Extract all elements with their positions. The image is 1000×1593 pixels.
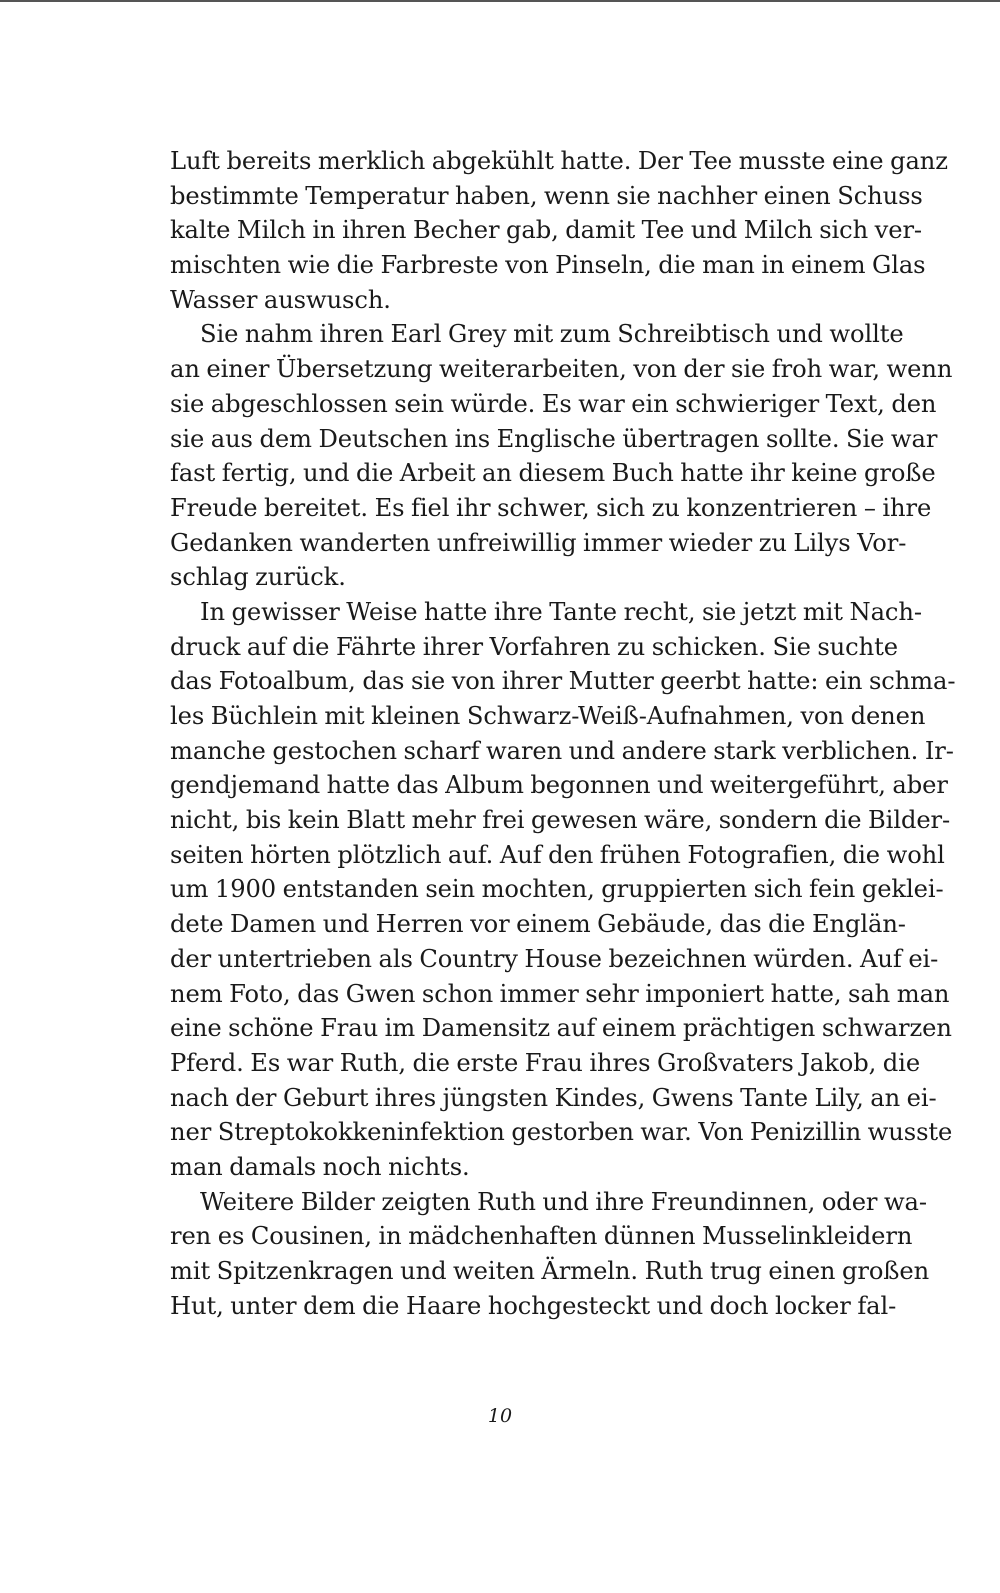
paragraph [170,1185,930,1324]
text-line: fast fertig, und die Arbeit an diesem Buch hatte ihr keine große [170,459,936,488]
top-rule [0,0,1000,2]
text-line: ren es Cousinen, in mädchenhaften dünnen Musselinkleidern [170,1222,913,1251]
text-line: um 1900 entstanden sein mochten, gruppierten sich fein geklei- [170,875,944,904]
text-line: sie aus dem Deutschen ins Englische übertragen sollte. Sie war [170,424,938,453]
text-line: mit Spitzenkragen und weiten Ärmeln. Ruth trug einen großen [170,1257,930,1285]
text-line: mischten wie die Farbreste von Pinseln, die man in einem Glas [170,251,926,280]
text-line: nicht, bis kein Blatt mehr frei gewesen wäre, sondern die Bilder- [170,806,951,835]
text-line: In gewisser Weise hatte ihre Tante recht, sie jetzt mit Nach- [200,597,922,626]
text-line: nach der Geburt ihres jüngsten Kindes, Gwens Tante Lily, an ei- [170,1083,937,1112]
text-line: kalte Milch in ihren Becher gab, damit Tee und Milch sich ver- [170,216,922,245]
text-line: druck auf die Fährte ihrer Vorfahren zu schicken. Sie suchte [170,632,898,661]
body-text [170,144,956,1323]
text-line: Luft bereits merklich abgekühlt hatte. Der Tee musste eine ganz [170,147,948,175]
text-line: man damals noch nichts. [170,1152,470,1181]
text-line: das Fotoalbum, das sie von ihrer Mutter geerbt hatte: ein schma- [170,667,956,696]
text-line: manche gestochen scharf waren und andere stark verblichen. Ir- [170,736,954,765]
text-line: sie abgeschlossen sein würde. Es war ein schwieriger Text, den [170,389,937,418]
text-line: nem Foto, das Gwen schon immer sehr imponiert hatte, sah man [170,979,950,1008]
text-line: Gedanken wanderten unfreiwillig immer wieder zu Lilys Vor- [170,528,907,557]
text-line: les Büchlein mit kleinen Schwarz-Weiß-Aufnahmen, von denen [170,702,926,730]
text-line: Freude bereitet. Es fiel ihr schwer, sich zu konzentrieren – ihre [170,493,932,522]
text-line: eine schöne Frau im Damensitz auf einem prächtigen schwarzen [170,1014,952,1043]
paragraph [170,144,948,317]
text-line: Sie nahm ihren Earl Grey mit zum Schreibtisch und wollte [200,320,904,349]
page-number: 10 [487,1405,513,1427]
text-line: schlag zurück. [170,563,346,592]
text-line: seiten hörten plötzlich auf. Auf den frühen Fotografien, die wohl [170,840,945,869]
paragraph [170,595,956,1185]
text-line: dete Damen und Herren vor einem Gebäude, das die Englän- [170,910,906,939]
text-line: Hut, unter dem die Haare hochgesteckt und doch locker fal- [170,1291,897,1320]
text-line: gendjemand hatte das Album begonnen und weitergeführt, aber [170,771,948,800]
text-line: Weitere Bilder zeigten Ruth und ihre Freundinnen, oder wa- [200,1187,927,1216]
text-line: Pferd. Es war Ruth, die erste Frau ihres Großvaters Jakob, die [170,1048,921,1077]
text-line: bestimmte Temperatur haben, wenn sie nachher einen Schuss [170,181,923,210]
paragraph [170,317,953,595]
text-line: ner Streptokokkeninfektion gestorben war. Von Penizillin wusste [170,1118,953,1147]
text-line: der untertrieben als Country House bezeichnen würden. Auf ei- [170,944,939,973]
text-line: an einer Übersetzung weiterarbeiten, von der sie froh war, wenn [170,355,953,384]
text-line: Wasser auswusch. [170,285,391,314]
